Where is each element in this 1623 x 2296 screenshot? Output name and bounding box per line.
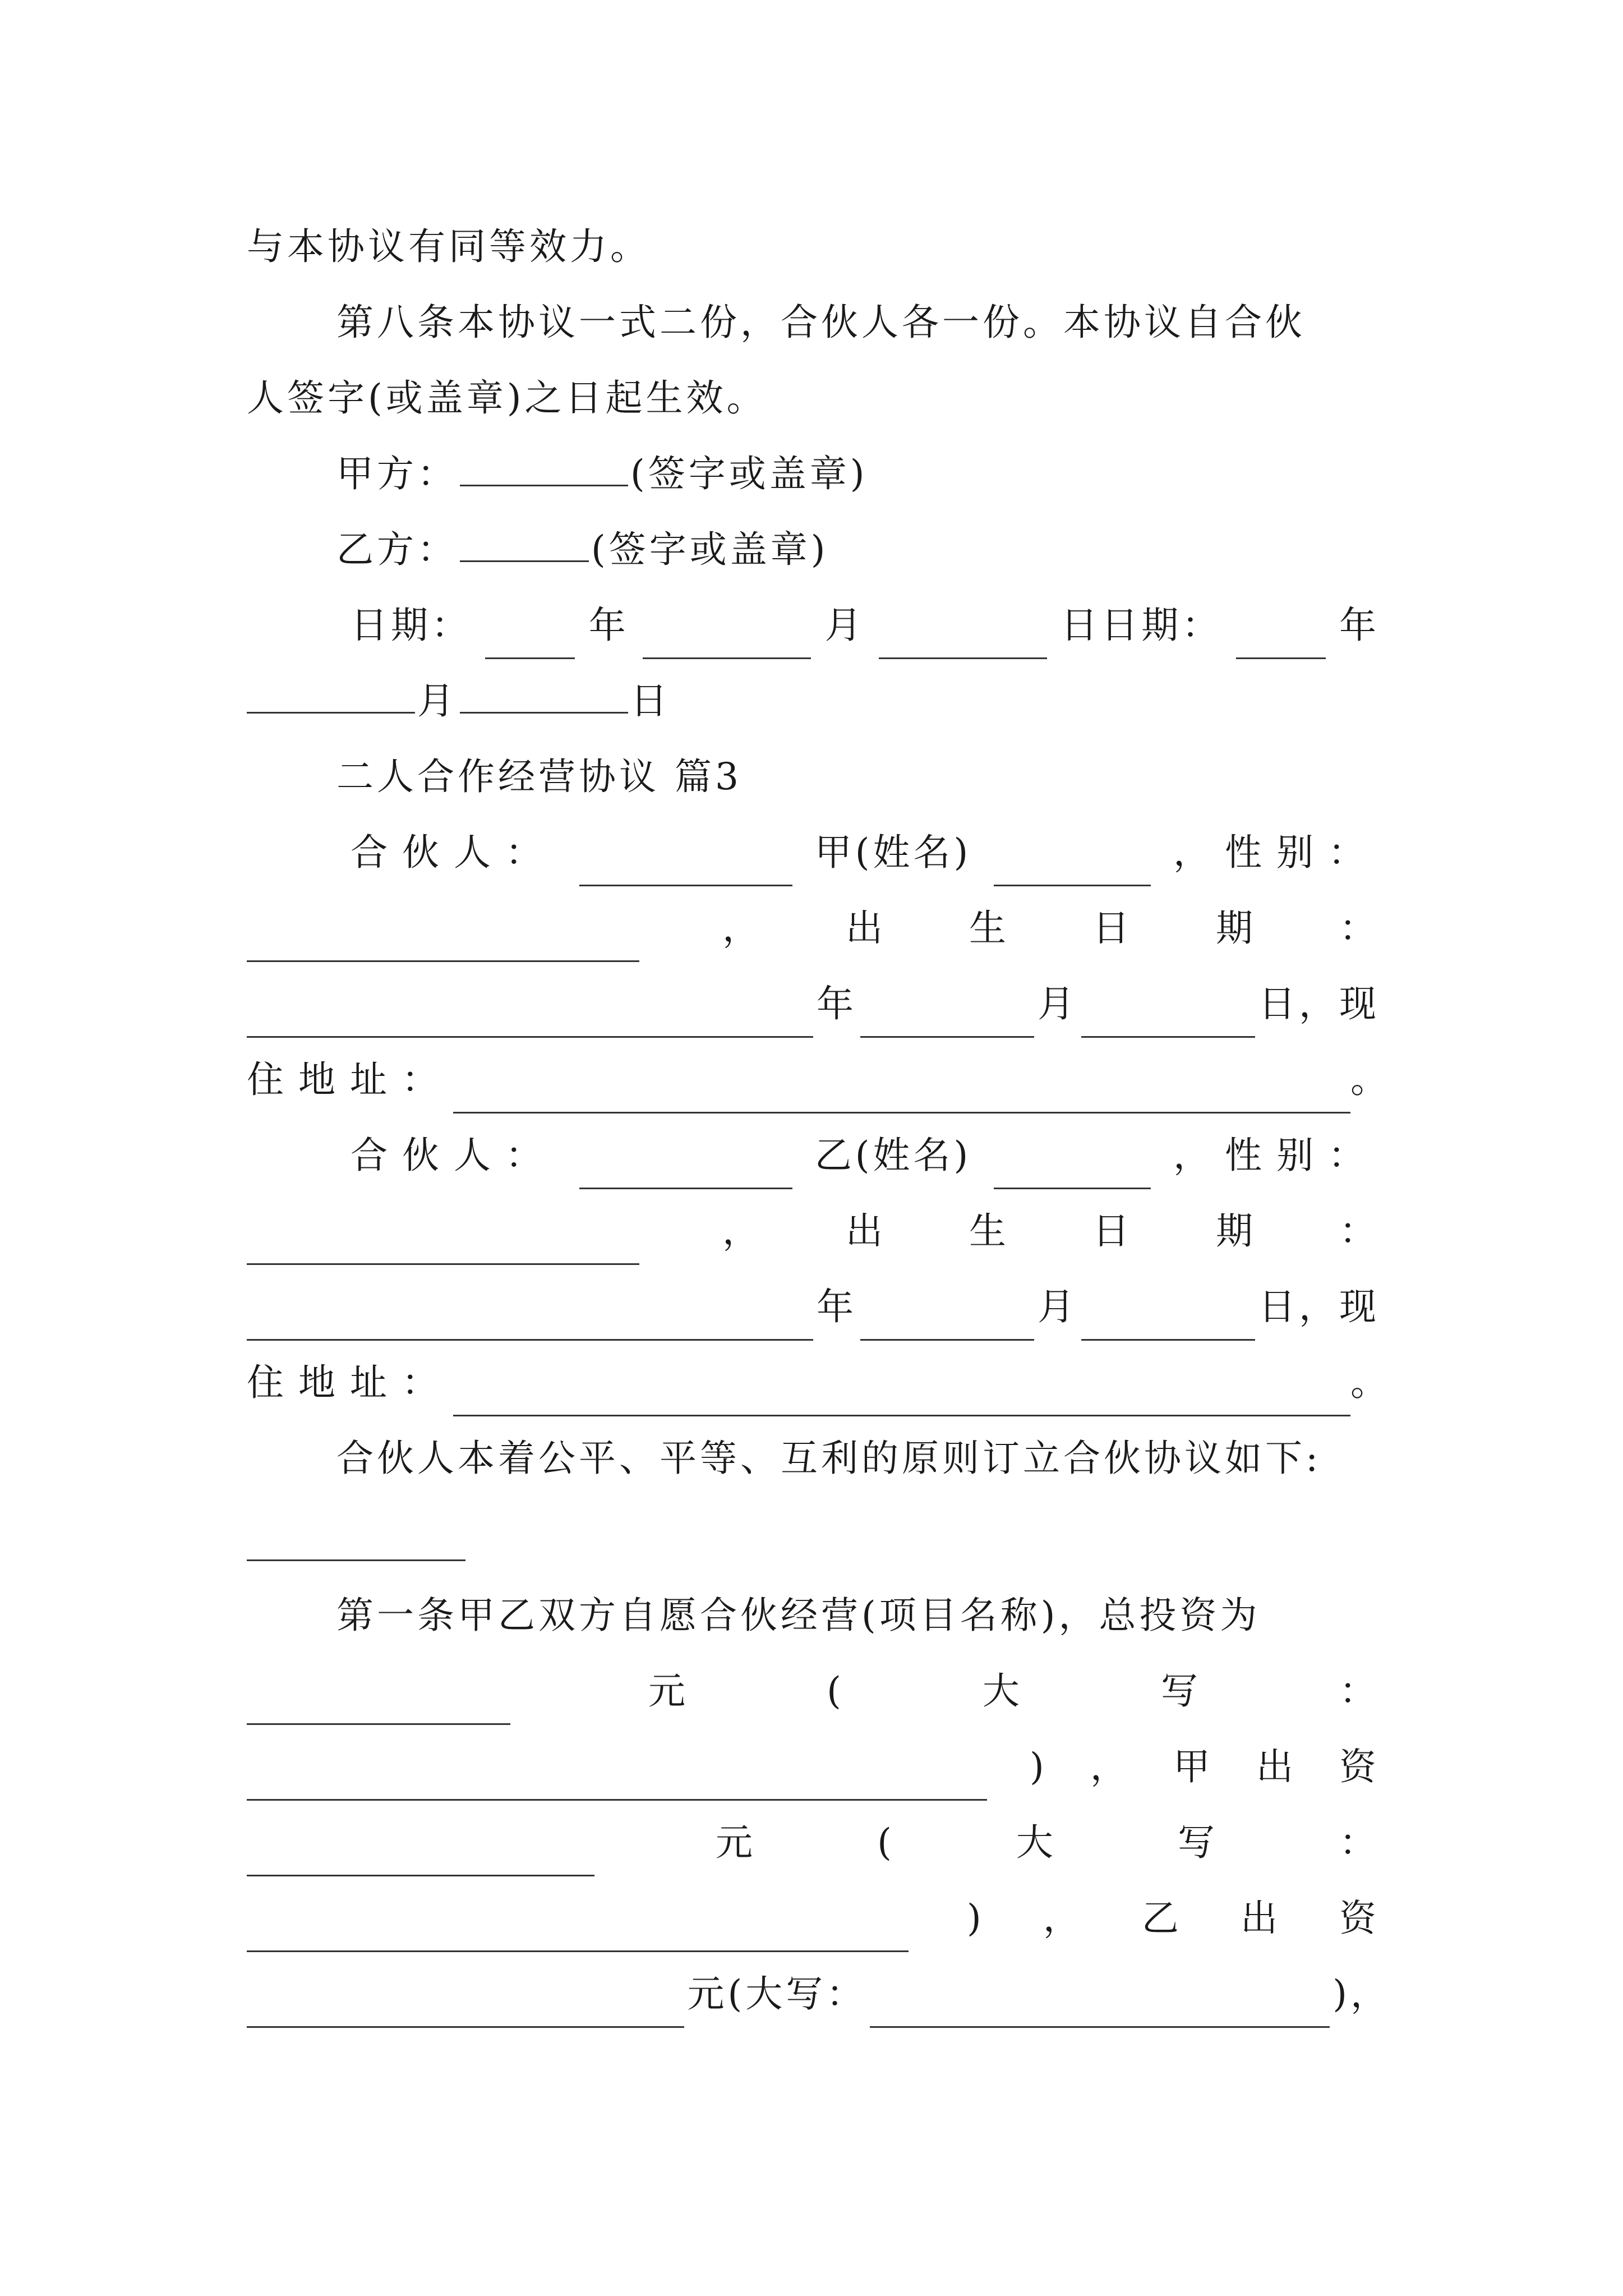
gender-label: ，性别： bbox=[1173, 831, 1380, 874]
partner-b-birth-line bbox=[247, 1198, 1380, 1265]
comma: ， bbox=[1090, 1745, 1131, 1788]
article-eight bbox=[336, 289, 1380, 356]
paren: ) bbox=[967, 1897, 985, 1940]
day-date-label: 日日期： bbox=[1061, 604, 1223, 647]
year-blank[interactable] bbox=[485, 614, 575, 659]
close-paren: )， bbox=[1332, 1972, 1391, 2016]
text: 与本协议有同等效力。 bbox=[247, 225, 651, 268]
intro-blank[interactable] bbox=[247, 1559, 465, 1561]
party-a-signature-line bbox=[336, 440, 1380, 508]
partner-a-address-line bbox=[247, 1046, 1391, 1114]
comma: ， bbox=[722, 1209, 763, 1253]
total-investment-line bbox=[247, 1658, 1380, 1725]
date-line bbox=[351, 592, 1380, 659]
char: 期 bbox=[1216, 1209, 1256, 1253]
char: 出 bbox=[1240, 1897, 1281, 1940]
year-label: 年 bbox=[588, 604, 629, 647]
char: 出 bbox=[1256, 1745, 1297, 1788]
total-amount-blank[interactable] bbox=[247, 1680, 510, 1725]
total-capital-line bbox=[247, 1733, 1380, 1801]
party-b-blank[interactable] bbox=[460, 517, 589, 562]
party-b-label: 乙方： bbox=[336, 528, 458, 571]
party-a-capital-line bbox=[247, 1885, 1380, 1952]
comma: ， bbox=[722, 907, 763, 950]
partner-a-date-line bbox=[247, 970, 1380, 1038]
section-heading bbox=[336, 743, 1380, 811]
char: 大 bbox=[1016, 1821, 1057, 1864]
intro-text: 合伙人本着公平、平等、互利的原则订立合伙协议如下: bbox=[336, 1437, 1322, 1480]
colon: ： bbox=[1339, 1821, 1380, 1864]
char: 出 bbox=[846, 1209, 886, 1253]
year-label: 年 bbox=[817, 1285, 857, 1328]
char: 期 bbox=[1216, 907, 1256, 950]
year-blank[interactable] bbox=[1236, 614, 1326, 659]
address-blank[interactable] bbox=[453, 1371, 1350, 1416]
gender-blank[interactable] bbox=[247, 917, 639, 962]
colon: ： bbox=[1339, 1669, 1380, 1713]
signature-note: (签字或盖章) bbox=[591, 528, 829, 571]
partner-b-address-line bbox=[247, 1349, 1391, 1416]
birth-month-blank[interactable] bbox=[860, 992, 1034, 1038]
text-line bbox=[247, 213, 1380, 280]
char: 资 bbox=[1339, 1897, 1380, 1940]
signature-note: (签字或盖章) bbox=[630, 452, 868, 495]
day-blank[interactable] bbox=[460, 668, 628, 714]
char: 写 bbox=[1160, 1669, 1201, 1713]
birth-year-blank[interactable] bbox=[247, 992, 813, 1038]
period: 。 bbox=[1350, 1361, 1391, 1404]
day-blank[interactable] bbox=[879, 614, 1047, 659]
char: 日 bbox=[1092, 1209, 1133, 1253]
article-one-text: 第一条甲乙双方自愿合伙经营(项目名称)，总投资为 bbox=[336, 1594, 1261, 1637]
year-label: 年 bbox=[817, 982, 857, 1025]
text: 人签字(或盖章)之日起生效。 bbox=[247, 376, 767, 420]
month-label: 月 bbox=[1038, 982, 1078, 1025]
colon: ： bbox=[1339, 1209, 1380, 1253]
partner-b-name-blank[interactable] bbox=[994, 1144, 1151, 1189]
year-label: 年 bbox=[1339, 604, 1380, 647]
colon: ： bbox=[1339, 907, 1380, 950]
party-a-amount-blank[interactable] bbox=[247, 1831, 594, 1876]
date-label: 日期： bbox=[351, 604, 472, 647]
char: 生 bbox=[969, 907, 1009, 950]
month-label: 月 bbox=[824, 604, 865, 647]
partner-label: 合伙人： bbox=[351, 1134, 557, 1177]
birth-year-blank[interactable] bbox=[247, 1295, 813, 1341]
party-a-investment-line bbox=[247, 1809, 1380, 1876]
partner-a-birth-line bbox=[247, 895, 1380, 962]
party-b-signature-line bbox=[336, 516, 1380, 583]
partner-b-line bbox=[351, 1122, 1380, 1189]
day-current-label: 日，现 bbox=[1258, 982, 1380, 1025]
total-capital-blank[interactable] bbox=[247, 1755, 987, 1801]
birth-day-blank[interactable] bbox=[1081, 992, 1255, 1038]
char: 资 bbox=[1339, 1745, 1380, 1788]
month-label: 月 bbox=[417, 679, 458, 723]
partner-a-line bbox=[351, 819, 1380, 886]
paren: ( bbox=[827, 1669, 845, 1713]
text-line bbox=[247, 365, 1380, 432]
month-blank[interactable] bbox=[247, 668, 415, 714]
partner-label: 合伙人： bbox=[351, 831, 557, 874]
partner-b-date-line bbox=[247, 1273, 1380, 1341]
text: 第八条本协议一式二份，合伙人各一份。本协议自合伙 bbox=[336, 301, 1306, 344]
day-label: 日 bbox=[630, 679, 671, 723]
comma: ， bbox=[1043, 1897, 1083, 1940]
party-b-capital-blank[interactable] bbox=[870, 1982, 1330, 2028]
partner-a-blank[interactable] bbox=[579, 841, 792, 886]
address-label: 住地址： bbox=[247, 1058, 453, 1101]
address-label: 住地址： bbox=[247, 1361, 453, 1404]
address-blank[interactable] bbox=[453, 1068, 1350, 1114]
yuan-label: 元 bbox=[716, 1821, 757, 1864]
char: 甲 bbox=[1173, 1745, 1214, 1788]
article-one bbox=[336, 1582, 1380, 1649]
paren: ( bbox=[877, 1821, 895, 1864]
date-line-cont bbox=[247, 668, 1380, 735]
party-a-blank[interactable] bbox=[460, 441, 628, 486]
period: 。 bbox=[1350, 1058, 1391, 1101]
month-blank[interactable] bbox=[643, 614, 811, 659]
month-label: 月 bbox=[1038, 1285, 1078, 1328]
party-b-amount-blank[interactable] bbox=[247, 1982, 684, 2028]
yuan-capital-label: 元(大写： bbox=[687, 1972, 867, 2016]
partner-a-name-label: 甲(姓名) bbox=[814, 831, 972, 874]
heading-text: 二人合作经营协议 篇3 bbox=[336, 755, 742, 798]
char: 乙 bbox=[1141, 1897, 1182, 1940]
char: 生 bbox=[969, 1209, 1009, 1253]
party-b-investment-line bbox=[247, 1961, 1391, 2028]
paren: ) bbox=[1030, 1745, 1048, 1788]
party-a-label: 甲方： bbox=[336, 452, 458, 495]
day-current-label: 日，现 bbox=[1258, 1285, 1380, 1328]
birth-month-blank[interactable] bbox=[860, 1295, 1034, 1341]
yuan-label: 元 bbox=[648, 1669, 689, 1713]
char: 大 bbox=[982, 1669, 1023, 1713]
gender-blank[interactable] bbox=[247, 1220, 639, 1265]
birth-day-blank[interactable] bbox=[1081, 1295, 1255, 1341]
char: 写 bbox=[1177, 1821, 1218, 1864]
gender-label: ，性别： bbox=[1173, 1134, 1380, 1177]
partner-b-name-label: 乙(姓名) bbox=[814, 1134, 972, 1177]
partner-b-blank[interactable] bbox=[579, 1144, 792, 1189]
char: 日 bbox=[1092, 907, 1133, 950]
party-a-capital-blank[interactable] bbox=[247, 1907, 909, 1952]
intro-line bbox=[336, 1425, 1380, 1492]
partner-a-name-blank[interactable] bbox=[994, 841, 1151, 886]
char: 出 bbox=[846, 907, 886, 950]
